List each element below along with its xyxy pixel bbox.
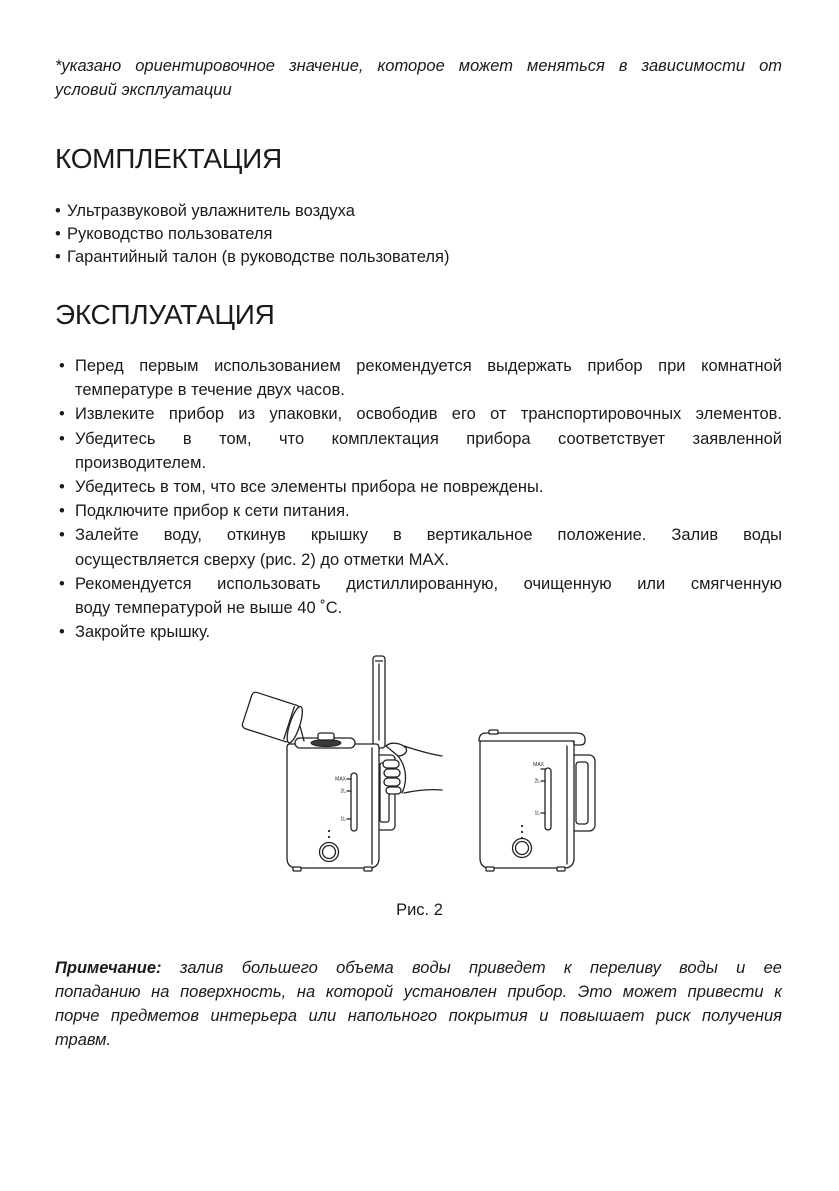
scale-label-1l: 1L xyxy=(534,810,540,817)
list-bullet: • xyxy=(55,202,61,220)
operation-list-item xyxy=(55,475,782,499)
item-text-line: Залейте воду, откинув крышку в вертикальное положение. Залив воды xyxy=(75,526,782,545)
humidifier-closed-drawing xyxy=(479,730,595,871)
item-text-line: Рекомендуется использовать дистиллированную, очищенную или смягченную xyxy=(75,574,782,593)
item-text-line: осуществляется сверху (рис. 2) до отметки MAX. xyxy=(75,550,450,569)
item-text-line: Подключите прибор к сети питания. xyxy=(75,502,350,521)
list-bullet: • xyxy=(59,405,65,424)
contents-list-item xyxy=(55,246,782,269)
list-bullet: • xyxy=(59,526,65,545)
note-line xyxy=(55,956,782,980)
finger xyxy=(384,769,400,777)
note-text: залив большего объема воды приведет к переливу воды и ее xyxy=(179,959,782,977)
item-text-line: Извлеките прибор из упаковки, освободив его от транспортировочных элементов. xyxy=(75,405,782,424)
list-bullet: • xyxy=(59,357,65,375)
operation-list-item xyxy=(55,523,782,571)
item-text-line: воду температурой не выше 40 ˚С. xyxy=(75,599,343,618)
footnote xyxy=(55,54,782,102)
foot xyxy=(364,867,372,871)
filling-illustration xyxy=(230,650,610,882)
scale-label-max: MAX xyxy=(533,762,544,768)
contents-list-item xyxy=(55,223,782,246)
list-bullet: • xyxy=(55,248,61,266)
item-text-line: Закройте крышку. xyxy=(75,623,211,642)
scale-label-2l: 2L xyxy=(340,788,346,795)
item-text-line: Убедитесь в том, что комплектация прибора соответствует заявленной xyxy=(75,429,782,448)
operation-list-item xyxy=(55,620,782,644)
item-text-line: температуре в течение двух часов. xyxy=(75,381,345,400)
operation-list-item xyxy=(55,402,782,426)
thumb xyxy=(386,743,407,756)
arm-lower-line xyxy=(404,790,442,793)
contents-item-text: Руководство пользователя xyxy=(67,225,273,243)
footnote-line: *указано ориентировочное значение, которое может меняться в зависимости от xyxy=(55,57,782,75)
note-line: травм. xyxy=(55,1031,112,1049)
foot xyxy=(557,867,565,871)
list-bullet: • xyxy=(59,623,65,642)
figure-caption: Рис. 2 xyxy=(396,901,443,919)
item-text-line: Перед первым использованием рекомендуется выдержать прибор при комнатной xyxy=(75,357,782,375)
list-bullet: • xyxy=(55,225,61,243)
contents-item-text: Гарантийный талон (в руководстве пользователя) xyxy=(67,248,450,266)
foot xyxy=(293,867,301,871)
note-label: Примечание: xyxy=(55,959,162,977)
item-text-line: производителем. xyxy=(75,453,207,472)
contents-heading: КОМПЛЕКТАЦИЯ xyxy=(55,143,282,174)
finger xyxy=(383,760,399,768)
indicator-dot xyxy=(328,836,330,838)
finger xyxy=(384,778,400,786)
list-bullet: • xyxy=(59,574,65,593)
humidifier-filling-drawing xyxy=(241,656,442,871)
scale-label-2l: 2L xyxy=(534,778,540,785)
finger xyxy=(386,787,401,794)
foot xyxy=(486,867,494,871)
operation-list xyxy=(55,354,782,644)
water-level-window xyxy=(545,768,551,830)
contents-list xyxy=(55,200,782,269)
scale-label-max: MAX xyxy=(335,776,346,783)
hand-holding-handle xyxy=(383,743,442,794)
indicator-dot xyxy=(521,825,523,827)
tank-cap xyxy=(318,733,334,740)
indicator-dot xyxy=(328,830,330,832)
indicator-dot xyxy=(521,831,523,833)
contents-item-text: Ультразвуковой увлажнитель воздуха xyxy=(67,202,355,220)
pouring-cup xyxy=(241,691,305,744)
list-bullet: • xyxy=(59,429,65,448)
operation-list-item xyxy=(55,499,782,523)
operation-list-item xyxy=(55,427,782,475)
list-bullet: • xyxy=(59,478,65,497)
note xyxy=(55,956,782,1052)
note-line: попаданию на поверхность, на которой установлен прибор. Это может привести к xyxy=(55,983,782,1001)
list-bullet: • xyxy=(59,502,65,521)
contents-list-item xyxy=(55,200,782,223)
operation-list-item xyxy=(55,572,782,620)
footnote-line: условий эксплуатации xyxy=(55,81,232,99)
arm-upper-line xyxy=(404,746,442,756)
operation-heading: ЭКСПЛУАТАЦИЯ xyxy=(55,299,275,330)
water-level-window xyxy=(351,773,357,831)
handle-opening xyxy=(576,762,588,824)
note-line: порче предметов интерьера или напольного покрытия и повышает риск получения xyxy=(55,1007,782,1025)
operation-list-item xyxy=(55,354,782,402)
lid-nub xyxy=(489,730,498,734)
item-text-line: Убедитесь в том, что все элементы прибора не повреждены. xyxy=(75,478,544,497)
scale-label-1l: 1L xyxy=(340,816,346,823)
